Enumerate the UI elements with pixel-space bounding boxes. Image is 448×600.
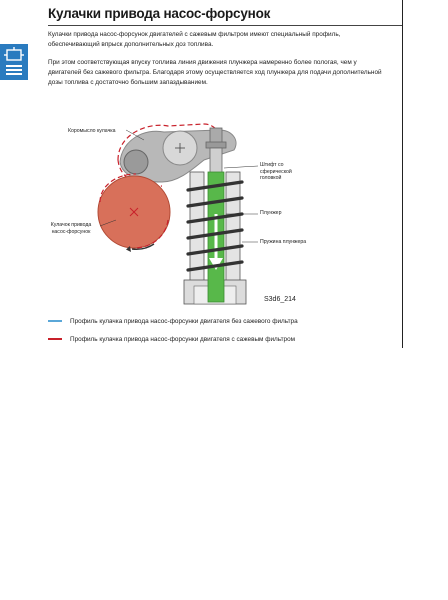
paragraph-1: Кулачки привода насос-форсунок двигателей с сажевым фильтром имеют специальный профиль, обеспечивающий впрыск дополнительных доз топлива.: [48, 31, 341, 48]
label-plunger: Плунжер: [260, 210, 282, 216]
engine-icon: [0, 44, 28, 80]
label-ball-pin: Штифт со сферической головкой: [260, 162, 292, 181]
label-cam: Кулачок привода насос-форсунок: [50, 222, 92, 235]
title-divider: [48, 25, 402, 26]
label-spring: Пружина плунжера: [260, 239, 307, 245]
label-rocker: Коромысло кулачка: [68, 128, 116, 134]
rocker-roller: [124, 150, 148, 174]
legend-label-with-filter: Профиль кулачка привода насос-форсунки двигателя с сажевым фильтром: [70, 336, 296, 343]
legend-swatch-blue: [48, 320, 62, 322]
legend-label-without-filter: Профиль кулачка привода насос-форсунки двигателя без сажевого фильтра: [70, 318, 298, 325]
page-right-border: [402, 0, 403, 348]
page-title: Кулачки привода насос-форсунок: [48, 6, 271, 21]
legend-item-with-filter: [48, 336, 295, 343]
legend-item-without-filter: [48, 318, 298, 325]
paragraph-2: При этом соответствующая впуску топлива линия движения плунжера намеренно более пологая, чем у двигателей без сажевого фильтра. Благодаря этому осуществляется ход плунжера для подачи дополнительной дозы топлива с достаточно большим запаздыванием.: [48, 59, 382, 86]
figure-code: S3d6_214: [264, 296, 296, 303]
ball-pin: [210, 148, 222, 174]
injector-cam-figure: [44, 110, 314, 315]
legend-swatch-red: [48, 338, 62, 340]
